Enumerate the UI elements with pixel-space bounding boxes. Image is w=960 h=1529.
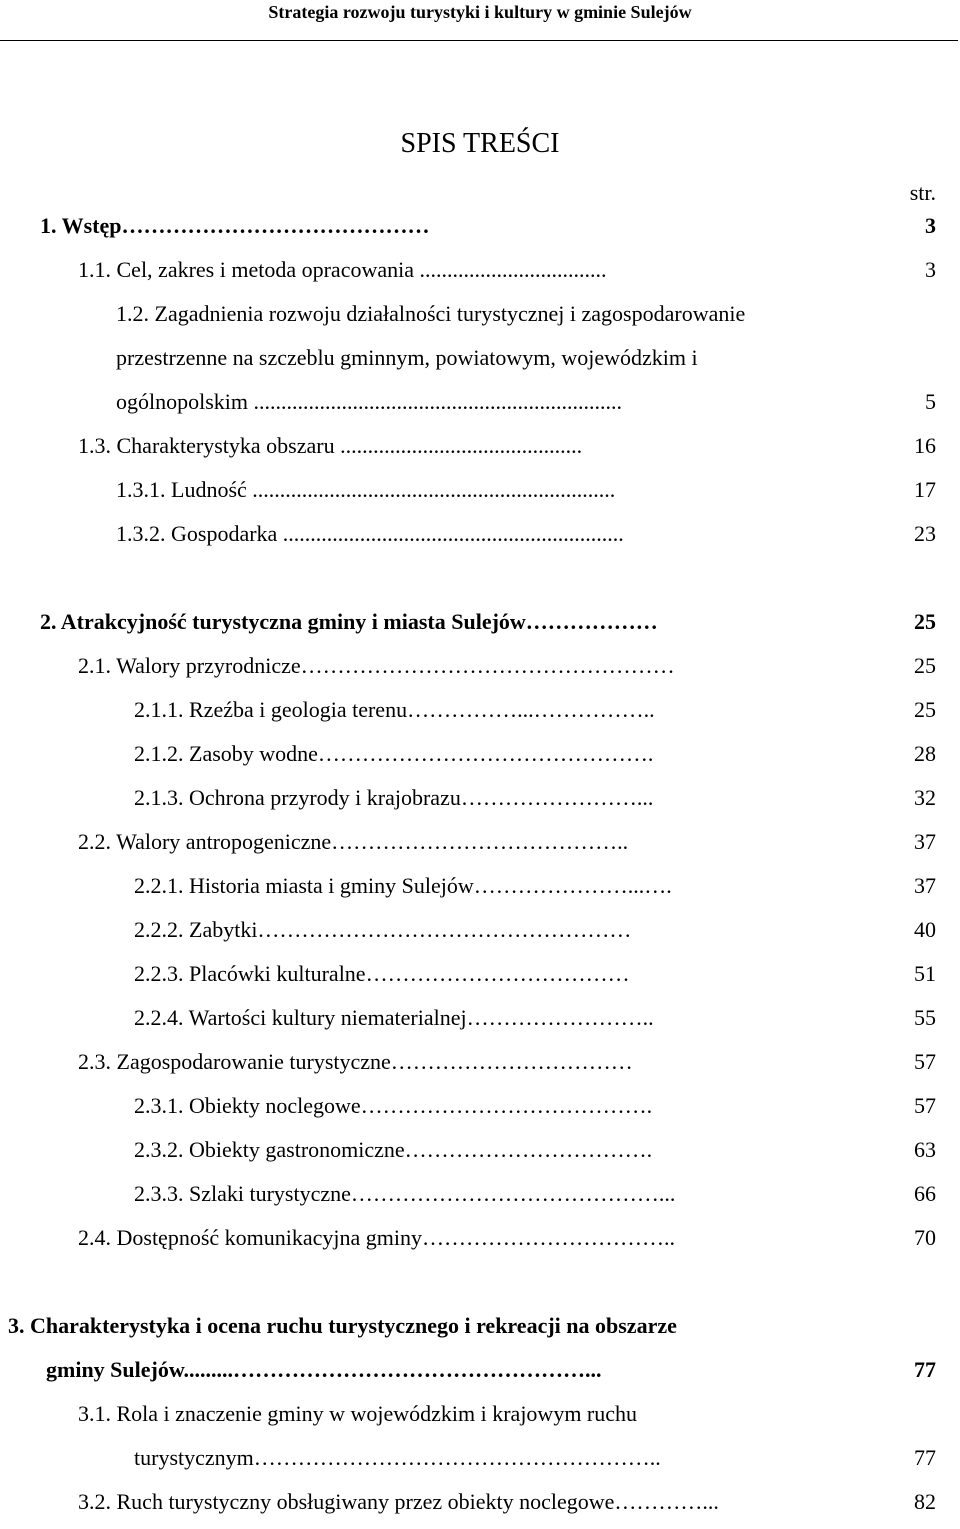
toc-entry-page: 77 — [914, 1357, 936, 1382]
toc-entry-title: turystycznym……………………………………………….. — [134, 1445, 661, 1470]
toc-entry-page: 37 — [914, 829, 936, 854]
toc-entry-page: 57 — [914, 1093, 936, 1118]
toc-entry-title: 2.2.2. Zabytki…………………………………………… — [134, 917, 632, 942]
toc-entry-title: 2.1. Walory przyrodnicze…………………………………………… — [78, 653, 675, 678]
toc-entry-page: 82 — [914, 1489, 936, 1514]
toc-entry-page: 57 — [914, 1049, 936, 1074]
toc-entry-title: 2.3.3. Szlaki turystyczne……………………………………... — [134, 1181, 676, 1206]
toc-entry-title: 2.2.4. Wartości kultury niematerialnej…………………….. — [134, 1005, 654, 1030]
toc-entry-title: 2.2.3. Placówki kulturalne……………………………… — [134, 961, 630, 986]
toc-entry-title: 1.3.1. Ludność .................................................................. — [116, 477, 616, 502]
toc-entry-title: 3.2. Ruch turystyczny obsługiwany przez obiekty noclegowe…………... — [78, 1489, 719, 1514]
toc-entry-title: 2.4. Dostępność komunikacyjna gminy…………………………….. — [78, 1225, 676, 1250]
toc-entry-title: 1. Wstęp…………………………………… — [40, 213, 430, 238]
toc-entry-title: 2.3.1. Obiekty noclegowe…………………………………. — [134, 1093, 653, 1118]
toc-entry-title: 2.3. Zagospodarowanie turystyczne…………………………… — [78, 1049, 633, 1074]
page-column-label: str. — [909, 180, 936, 205]
toc-entry-title: 1.1. Cel, zakres i metoda opracowania .................................. — [78, 257, 607, 282]
toc-entry-title: 2. Atrakcyjność turystyczna gminy i miasta Sulejów……………… — [40, 609, 658, 634]
toc-entry-page: 25 — [914, 609, 936, 634]
toc-entry-title: 1.2. Zagadnienia rozwoju działalności turystycznej i zagospodarowanie — [116, 301, 746, 326]
toc-entry-title: przestrzenne na szczeblu gminnym, powiatowym, wojewódzkim i — [116, 345, 698, 370]
toc-entry-title: gminy Sulejów.........…………………………………………... — [46, 1357, 602, 1382]
toc-entry-title: 2.1.1. Rzeźba i geologia terenu……………...…………….. — [134, 697, 655, 722]
toc-entry-page: 77 — [914, 1445, 936, 1470]
toc-entry-page: 5 — [925, 389, 936, 414]
toc-entry-page: 3 — [925, 213, 936, 238]
page-title: SPIS TREŚCI — [400, 128, 560, 159]
toc-entry-page: 28 — [914, 741, 936, 766]
toc-entry-title: 1.3. Charakterystyka obszaru ............................................ — [78, 433, 583, 458]
toc-entry-page: 23 — [914, 521, 936, 546]
toc-entry-page: 25 — [914, 653, 936, 678]
toc-entry-page: 32 — [914, 785, 936, 810]
toc-entry-title: 2.3.2. Obiekty gastronomiczne……………………………. — [134, 1137, 653, 1162]
toc-entry-title: 2.2. Walory antropogeniczne………………………………….. — [78, 829, 629, 854]
running-header: Strategia rozwoju turystyki i kultury w gminie Sulejów — [268, 2, 692, 22]
toc-entry-page: 25 — [914, 697, 936, 722]
toc-entry-page: 51 — [914, 961, 936, 986]
toc-entry-page: 3 — [925, 257, 936, 282]
toc-entry-page: 40 — [914, 917, 936, 942]
toc-entry-page: 17 — [914, 477, 936, 502]
toc-entry-title: 3.1. Rola i znaczenie gminy w wojewódzkim i krajowym ruchu — [78, 1401, 638, 1426]
toc-entry-title: 3. Charakterystyka i ocena ruchu turystycznego i rekreacji na obszarze — [8, 1313, 677, 1338]
toc-entry-title: 2.2.1. Historia miasta i gminy Sulejów…………………...…. — [134, 873, 672, 898]
toc-entry-page: 16 — [914, 433, 936, 458]
toc-entry-page: 66 — [914, 1181, 936, 1206]
toc-entry-page: 55 — [914, 1005, 936, 1030]
toc-entry-title: ogólnopolskim ................................................................... — [116, 389, 623, 414]
toc-entry-title: 2.1.2. Zasoby wodne………………………………………. — [134, 741, 654, 766]
toc-entry-page: 70 — [914, 1225, 936, 1250]
toc-entry-page: 63 — [914, 1137, 936, 1162]
toc-entry-page: 37 — [914, 873, 936, 898]
toc-entry-title: 2.1.3. Ochrona przyrody i krajobrazu……………………... — [134, 785, 654, 810]
toc-entry-title: 1.3.2. Gospodarka .............................................................. — [116, 521, 624, 546]
